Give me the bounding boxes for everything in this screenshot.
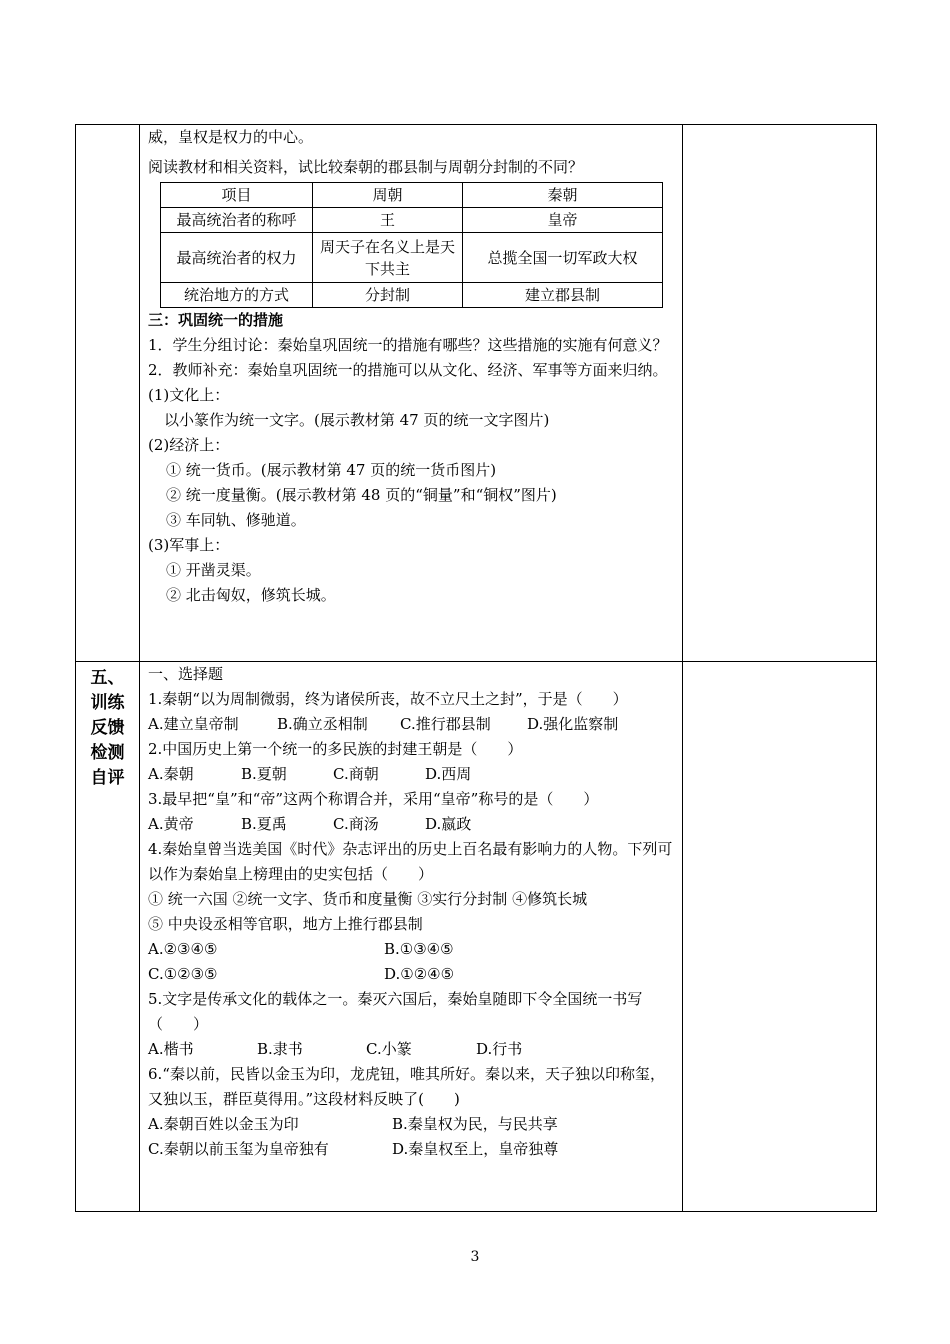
discussion-text: 1．学生分组讨论：秦始皇巩固统一的措施有哪些？这些措施的实施有何意义？ bbox=[148, 336, 668, 354]
table-row bbox=[161, 233, 663, 283]
option: B.秦皇权为民，与民共享 bbox=[392, 1115, 558, 1133]
table-cell: 总揽全国一切军政大权 bbox=[463, 233, 663, 283]
option: B.①③④⑤ bbox=[384, 940, 454, 958]
table-cell: 建立郡县制 bbox=[463, 283, 663, 308]
table-row bbox=[161, 283, 663, 308]
table-row bbox=[161, 183, 663, 208]
table-cell: 王 bbox=[313, 208, 463, 233]
teacher-text: 2．教师补充：秦始皇巩固统一的措施可以从文化、经济、军事等方面来归纳。 bbox=[148, 361, 668, 379]
option: D.西周 bbox=[425, 765, 472, 783]
table-cell: 皇帝 bbox=[463, 208, 663, 233]
question-5: 5.文字是传承文化的载体之一。秦灭六国后，秦始皇随即下令全国统一书写（ ） bbox=[148, 990, 643, 1033]
economy-item: ② 统一度量衡。(展示教材第 48 页的“铜量”和“铜权”图片) bbox=[166, 486, 557, 504]
table-row bbox=[161, 208, 663, 233]
option: A.②③④⑤ bbox=[148, 940, 218, 958]
question-1: 1.秦朝“以为周制微弱，终为诸侯所丧，故不立尺土之封”，于是（ ） bbox=[148, 690, 628, 708]
option: D.强化监察制 bbox=[527, 715, 619, 733]
label-line: 反馈 bbox=[90, 718, 125, 738]
section-label-cell bbox=[76, 662, 140, 1212]
table-header: 周朝 bbox=[313, 183, 463, 208]
label-line: 五、 bbox=[90, 668, 125, 688]
text-line: 威，皇权是权力的中心。 bbox=[148, 128, 314, 146]
option: C.①②③⑤ bbox=[148, 965, 218, 983]
options-row bbox=[148, 762, 676, 787]
option: C.秦朝以前玉玺为皇帝独有 bbox=[148, 1140, 329, 1158]
option: B.隶书 bbox=[257, 1040, 303, 1058]
culture-item: 以小篆作为统一文字。(展示教材第 47 页的统一文字图片) bbox=[164, 411, 550, 429]
military-title: (3)军事上： bbox=[148, 536, 230, 554]
question-6: 6.“秦以前，民皆以金玉为印，龙虎钮，唯其所好。秦以来，天子独以印称玺，又独以玉，群臣莫得用。”这段材料反映了( ) bbox=[148, 1065, 665, 1108]
option: B.确立丞相制 bbox=[277, 715, 368, 733]
military-item: ① 开凿灵渠。 bbox=[166, 561, 261, 579]
page-number: 3 bbox=[470, 1249, 480, 1265]
options-row bbox=[148, 937, 676, 962]
option: A.秦朝百姓以金玉为印 bbox=[148, 1115, 299, 1133]
options-row bbox=[148, 1037, 676, 1062]
question-4-items: ① 统一六国 ②统一文字、货币和度量衡 ③实行分封制 ④修筑长城 bbox=[148, 890, 588, 908]
section-label bbox=[76, 662, 139, 791]
section-title: 三：巩固统一的措施 bbox=[148, 311, 284, 329]
exercise-heading: 一、选择题 bbox=[148, 665, 224, 683]
option: B.夏朝 bbox=[241, 765, 287, 783]
label-line: 自评 bbox=[90, 768, 125, 788]
option: A.黄帝 bbox=[148, 815, 194, 833]
table-cell: 统治地方的方式 bbox=[161, 283, 313, 308]
comparison-table bbox=[160, 182, 663, 308]
table-cell: 分封制 bbox=[313, 283, 463, 308]
economy-title: (2)经济上： bbox=[148, 436, 230, 454]
option: B.夏禹 bbox=[241, 815, 287, 833]
economy-item: ③ 车同轨、修驰道。 bbox=[166, 511, 306, 529]
table-cell: 周天子在名义上是天下共主 bbox=[313, 233, 463, 283]
options-row bbox=[148, 1137, 676, 1162]
question-3: 3.最早把“皇”和“帝”这两个称谓合并，采用“皇帝”称号的是（ ） bbox=[148, 790, 599, 808]
option: C.商汤 bbox=[333, 815, 379, 833]
option: D.嬴政 bbox=[425, 815, 472, 833]
question-2: 2.中国历史上第一个统一的多民族的封建王朝是（ ） bbox=[148, 740, 523, 758]
table-cell: 最高统治者的权力 bbox=[161, 233, 313, 283]
table-row bbox=[76, 662, 877, 1212]
table-row bbox=[76, 125, 877, 662]
options-row bbox=[148, 812, 676, 837]
option: D.行书 bbox=[476, 1040, 523, 1058]
option: C.小篆 bbox=[366, 1040, 412, 1058]
table-cell: 最高统治者的称呼 bbox=[161, 208, 313, 233]
option: D.①②④⑤ bbox=[384, 965, 455, 983]
options-row bbox=[148, 1112, 676, 1137]
economy-item: ① 统一货币。(展示教材第 47 页的统一货币图片) bbox=[166, 461, 497, 479]
table-header: 项目 bbox=[161, 183, 313, 208]
question-4-items: ⑤ 中央设丞相等官职，地方上推行郡县制 bbox=[148, 915, 423, 933]
military-item: ② 北击匈奴，修筑长城。 bbox=[166, 586, 336, 604]
options-row bbox=[148, 712, 676, 737]
option: A.秦朝 bbox=[148, 765, 194, 783]
option: A.建立皇帝制 bbox=[148, 715, 239, 733]
question-4: 4.秦始皇曾当选美国《时代》杂志评出的历史上百名最有影响力的人物。下列可以作为秦始皇上榜理由的史实包括（ ） bbox=[148, 840, 673, 883]
option: A.楷书 bbox=[148, 1040, 194, 1058]
notes-cell bbox=[683, 662, 877, 1212]
label-line: 检测 bbox=[90, 743, 125, 763]
label-cell-empty bbox=[76, 125, 140, 662]
compare-intro: 阅读教材和相关资料，试比较秦朝的郡县制与周朝分封制的不同？ bbox=[148, 158, 584, 176]
culture-title: (1)文化上： bbox=[148, 386, 230, 404]
options-row bbox=[148, 962, 676, 987]
option: C.推行郡县制 bbox=[400, 715, 491, 733]
option: D.秦皇权至上，皇帝独尊 bbox=[392, 1140, 559, 1158]
label-line: 训练 bbox=[90, 693, 125, 713]
lesson-plan-table bbox=[75, 124, 877, 1212]
notes-cell bbox=[683, 125, 877, 662]
table-header: 秦朝 bbox=[463, 183, 663, 208]
option: C.商朝 bbox=[333, 765, 379, 783]
content-cell bbox=[140, 125, 683, 662]
exercise-cell bbox=[140, 662, 683, 1212]
